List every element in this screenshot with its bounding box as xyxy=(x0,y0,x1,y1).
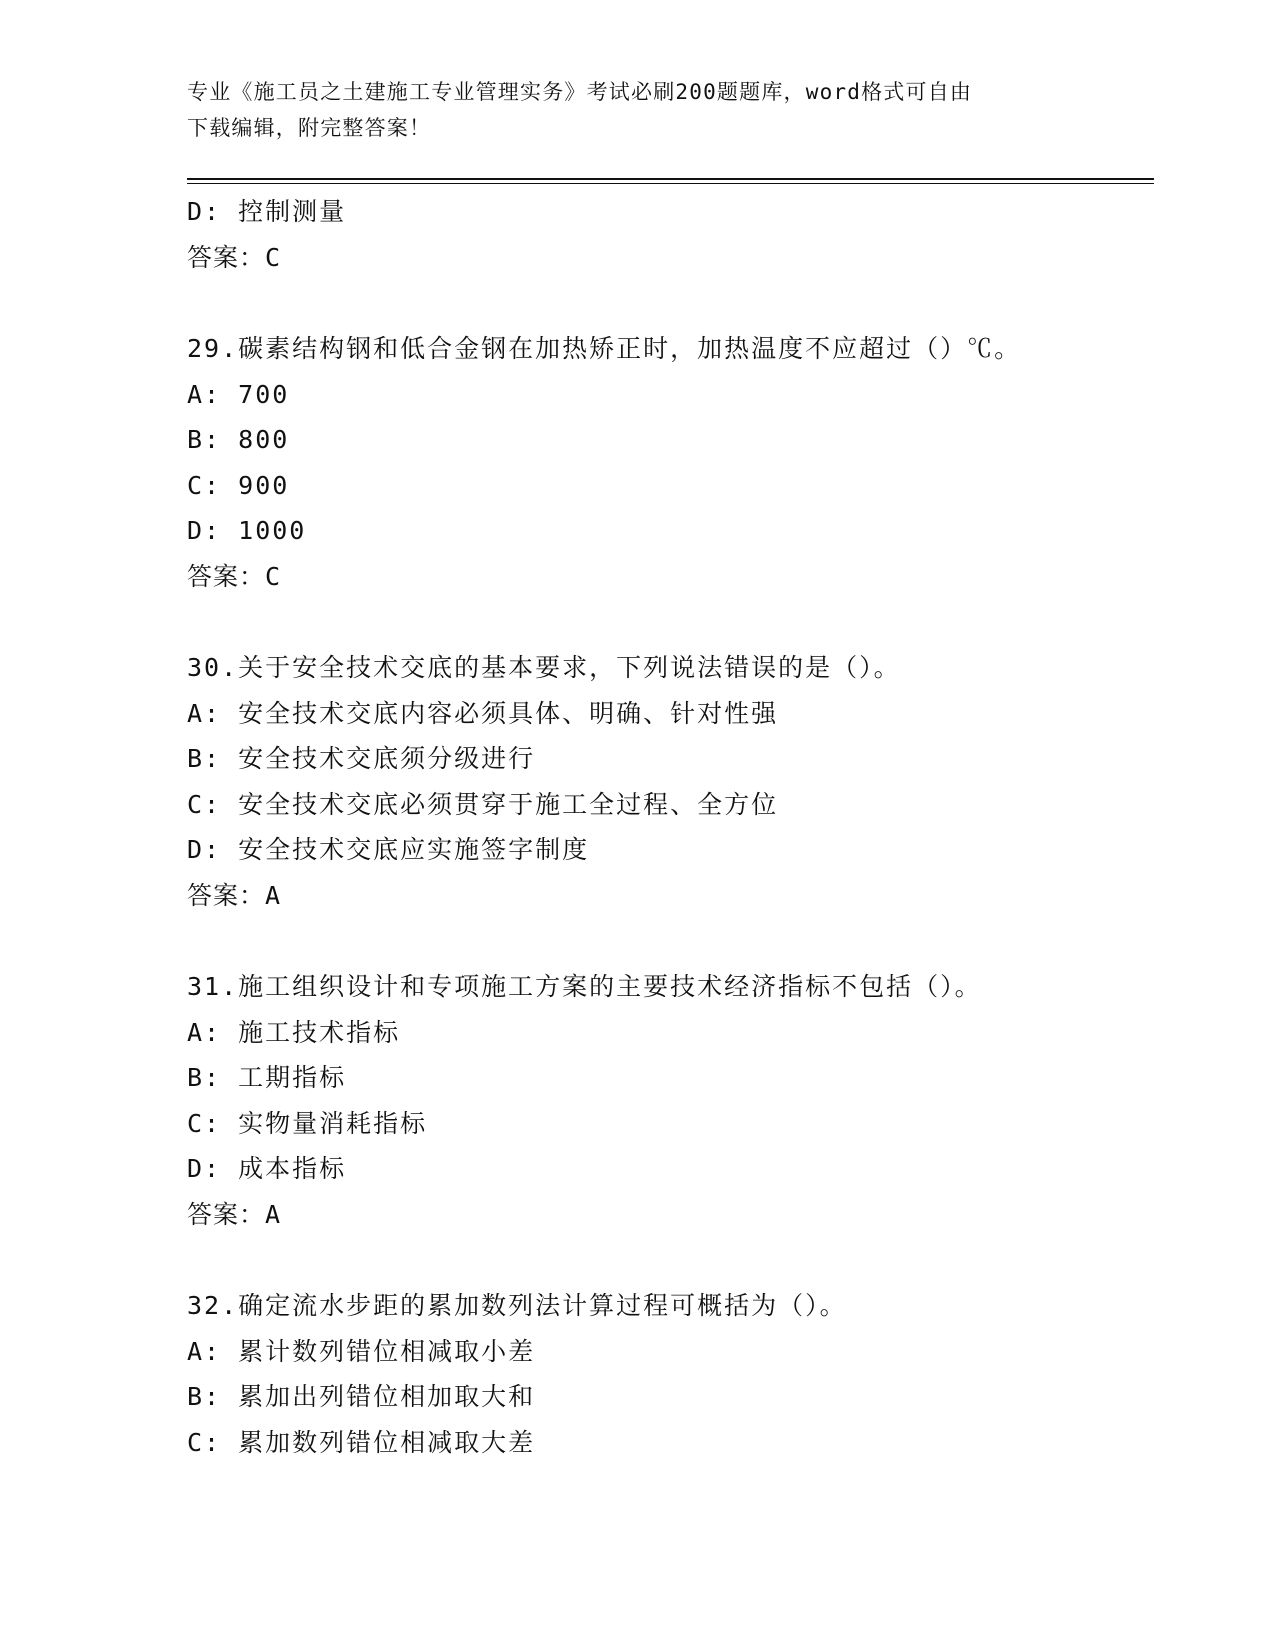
option-d: D: 成本指标 xyxy=(187,1154,347,1183)
question-title: 31.施工组织设计和专项施工方案的主要技术经济指标不包括（）。 xyxy=(187,972,982,1001)
option-c: C: 安全技术交底必须贯穿于施工全过程、全方位 xyxy=(187,789,779,819)
option-b: B: 安全技术交底须分级进行 xyxy=(187,744,536,773)
option-c: C: 实物量消耗指标 xyxy=(187,1108,428,1138)
question-list xyxy=(187,189,1154,1465)
header-rule-thin xyxy=(187,183,1154,184)
header-line-2: 下载编辑，附完整答案！ xyxy=(187,116,432,140)
option-a: A: 安全技术交底内容必须具体、明确、针对性强 xyxy=(187,698,779,728)
option-b: B: 累加出列错位相加取大和 xyxy=(187,1382,536,1411)
answer: 答案：C xyxy=(187,561,282,591)
spacer xyxy=(187,599,1154,645)
option-a: A: 700 xyxy=(187,379,290,409)
spacer xyxy=(187,1237,1154,1283)
option-a: A: 施工技术指标 xyxy=(187,1017,401,1047)
spacer xyxy=(187,280,1154,326)
spacer xyxy=(187,918,1154,964)
option-b: B: 800 xyxy=(187,425,290,454)
question-title: 29.碳素结构钢和低合金钢在加热矫正时，加热温度不应超过（）℃。 xyxy=(187,334,1022,363)
answer: 答案：A xyxy=(187,1199,282,1229)
option-c: C: 累加数列错位相减取大差 xyxy=(187,1427,536,1457)
question-title: 30.关于安全技术交底的基本要求，下列说法错误的是（）。 xyxy=(187,653,901,682)
option-a: A: 累计数列错位相减取小差 xyxy=(187,1336,536,1366)
question-29 xyxy=(187,326,1154,599)
question-title: 32.确定流水步距的累加数列法计算过程可概括为（）。 xyxy=(187,1291,847,1320)
option-b: B: 工期指标 xyxy=(187,1063,347,1092)
option-c: C: 900 xyxy=(187,470,290,500)
option-d: D: 安全技术交底应实施签字制度 xyxy=(187,835,590,864)
option-d: D: 1000 xyxy=(187,516,307,545)
prev-answer: 答案：C xyxy=(187,242,282,272)
answer: 答案：A xyxy=(187,880,282,910)
document-header xyxy=(187,74,1087,146)
header-line-1: 专业《施工员之土建施工专业管理实务》考试必刷200题题库，word格式可自由 xyxy=(187,80,973,104)
header-rule-thick xyxy=(187,178,1154,180)
question-30 xyxy=(187,645,1154,918)
question-31 xyxy=(187,964,1154,1237)
prev-option-d: D: 控制测量 xyxy=(187,197,347,226)
question-32 xyxy=(187,1283,1154,1465)
